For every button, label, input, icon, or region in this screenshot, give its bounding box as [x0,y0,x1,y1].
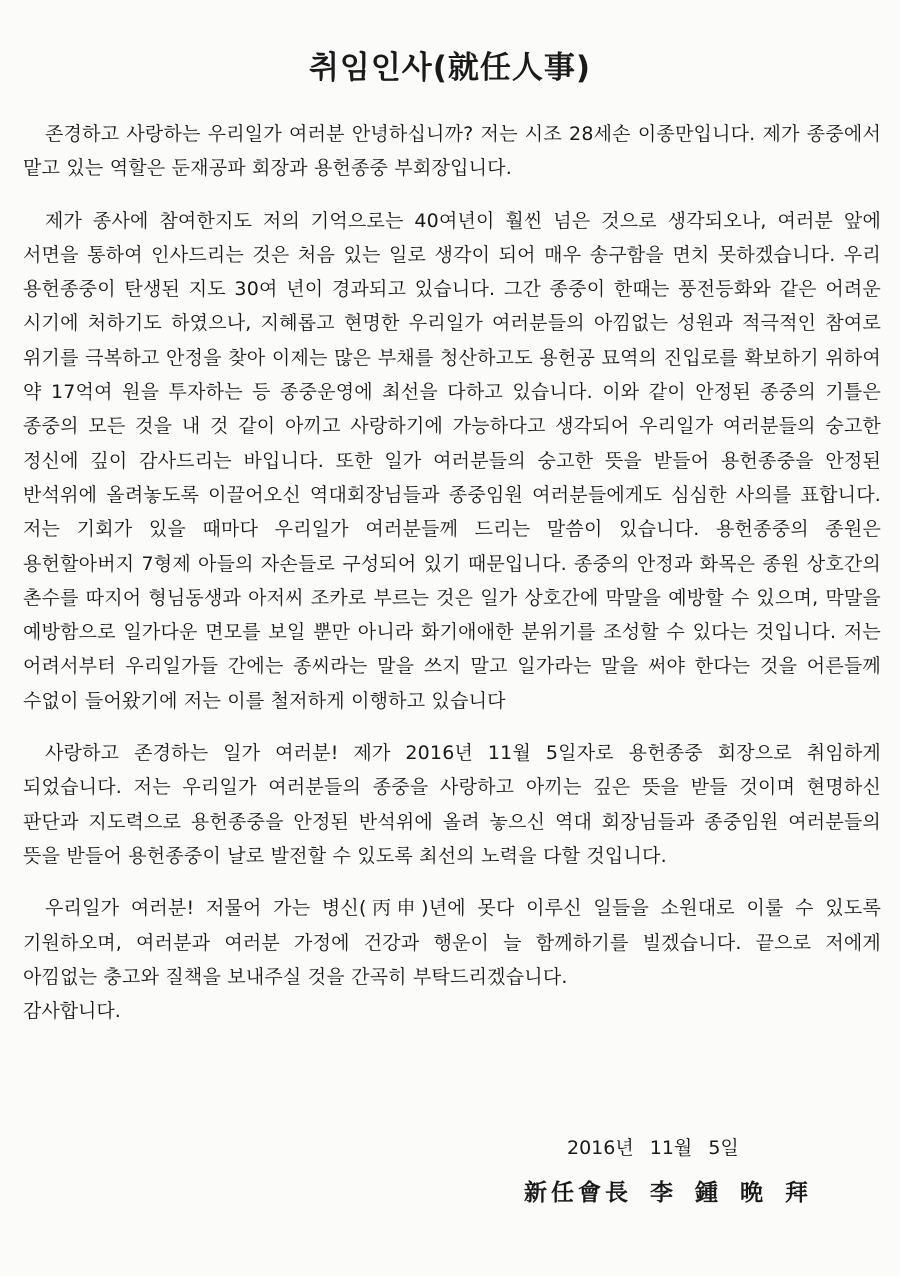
paragraph-greeting: 존경하고 사랑하는 우리일가 여러분 안녕하십니까? 저는 시조 28세손 이종만입니다. 제가 종중에서 맡고 있는 역할은 둔재공파 회장과 용헌종중 부회장입니다. [23,123,881,180]
closing-thanks: 감사합니다. [23,1000,121,1023]
paragraph-wishes: 우리일가 여러분! 저물어 가는 병신(丙申)년에 못다 이루신 일들을 소원대로 이룰 수 있도록 기원하오며, 여러분과 여러분 가정에 건강과 행운이 늘 함께하기를 빌겠습니다. 끝으로 저에게 아낌없는 충고와 질책을 보내주실 것을 간곡히 부탁드리겠습니다. [23,897,881,988]
letter-body [23,117,881,1028]
signature: 新任會長 李 鍾 晩 拜 [524,1179,813,1206]
document-title: 취임인사(就任人事) [308,50,592,86]
paragraph-inauguration: 사랑하고 존경하는 일가 여러분! 제가 2016년 11월 5일자로 용헌종중 회장으로 취임하게 되었습니다. 저는 우리일가 여러분들의 종중을 사랑하고 아끼는 깊은 뜻을 받들 것이며 현명하신 판단과 지도력으로 용헌종중을 안정된 반석위에 올려 놓으신 역대 회장님들과 종중임원 여러분들의 뜻을 받들어 용헌종중이 날로 발전할 수 있도록 최선의 노력을 다할 것입니다. [23,742,881,867]
letter-date: 2016년 11월 5일 [567,1137,739,1159]
paragraph-history: 제가 종사에 참여한지도 저의 기억으로는 40여년이 훨씬 넘은 것으로 생각되오나, 여러분 앞에 서면을 통하여 인사드리는 것은 처음 있는 일로 생각이 되어 매우 송구함을 면치 못하겠습니다. 우리 용헌종중이 탄생된 지도 30여 년이 경과되고 있습니다. 그간 종중이 한때는 풍전등화와 같은 어려운 시기에 처하기도 하였으나, 지혜롭고 현명한 우리일가 여러분들의 아낌없는 성원과 적극적인 참여로 위기를 극복하고 안정을 찾아 이제는 많은 부채를 청산하고도 용헌공 묘역의 진입로를 확보하기 위하여 약 17억여 원을 투자하는 등 종중운영에 최선을 다하고 있습니다. 이와 같이 안정된 종중의 기틀은 종중의 모든 것을 내 것 같이 아끼고 사랑하기에 가능하다고 생각되어 우리일가 여러분들의 숭고한 정신에 깊이 감사드리는 바입니다. 또한 일가 여러분들의 숭고한 뜻을 받들어 용헌종중을 안정된 반석위에 올려놓도록 이끌어오신 역대회장님들과 종중임원 여러분들에게도 심심한 사의를 표합니다. 저는 기회가 있을 때마다 우리일가 여러분들께 드리는 말씀이 있습니다. 용헌종중의 종원은 용헌할아버지 7형제 아들의 자손들로 구성되어 있기 때문입니다. 종중의 안정과 화목은 종원 상호간의 촌수를 따지어 형님동생과 아저씨 조카로 부르는 것은 일가 상호간에 막말을 예방할 수 있으며, 막말을 예방함으로 일가다운 면모를 보일 뿐만 아니라 화기애애한 분위기를 조성할 수 있다는 것입니다. 저는 어려서부터 우리일가들 간에는 종씨라는 말을 쓰지 말고 일가라는 말을 써야 한다는 것을 어른들께 수없이 들어왔기에 저는 이를 철저하게 이행하고 있습니다 [23,209,881,712]
